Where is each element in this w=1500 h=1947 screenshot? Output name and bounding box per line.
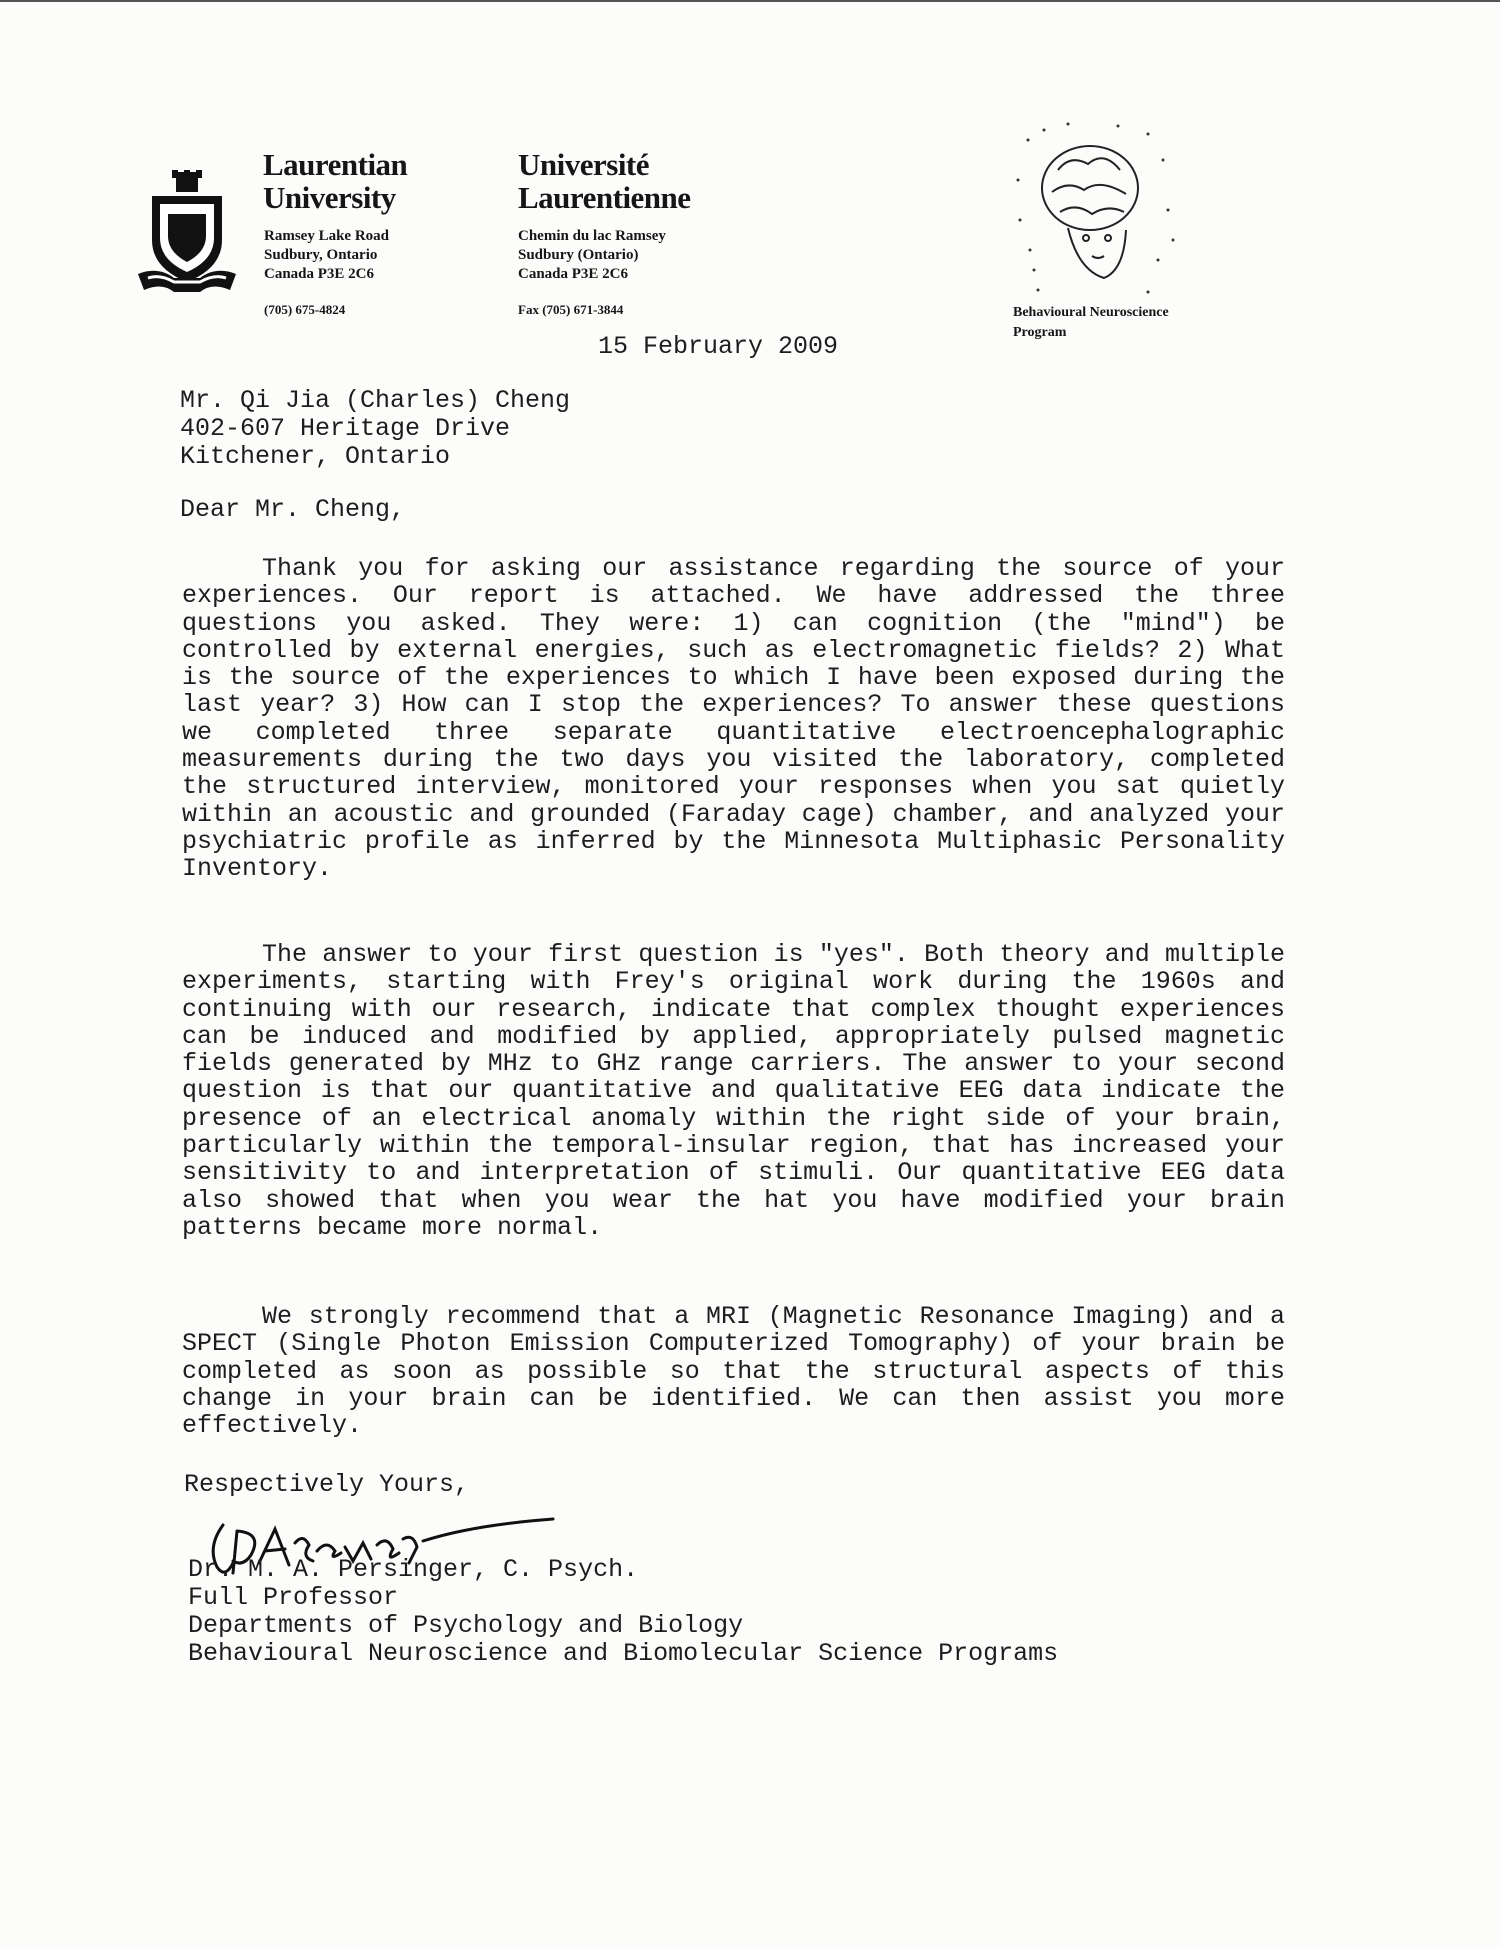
university-address-english: Ramsey Lake Road Sudbury, Ontario Canada P3E 2C6 <box>264 228 390 282</box>
top-edge-line <box>0 0 1500 2</box>
university-crest-icon <box>138 170 236 300</box>
signature-block: Dr. M. A. Persinger, C. Psych. Full Professor Departments of Psychology and Biology Behavioural Neuroscience and Biomolecular Science Programs <box>188 1555 1059 1668</box>
university-name-french: Université Laurentienne <box>518 147 691 215</box>
program-name: Behavioural Neuroscience Program <box>1013 305 1169 340</box>
university-name-english: Laurentian University <box>263 147 408 215</box>
body-paragraph: We strongly recommend that a MRI (Magnetic Resonance Imaging) and a SPECT (Single Photon Emission Computerized Tomography) of your brain be completed as soon as possible so that the structural aspects of this change in your brain can be identified. We can then assist you more effectively. <box>182 1302 1285 1441</box>
program-brain-logo-icon <box>1008 120 1183 305</box>
university-address-french: Chemin du lac Ramsey Sudbury (Ontario) Canada P3E 2C6 <box>518 228 666 282</box>
closing: Respectively Yours, <box>184 1470 470 1499</box>
fax-number: Fax (705) 671-3844 <box>518 302 624 317</box>
phone-number: (705) 675-4824 <box>264 302 346 317</box>
letter-date: 15 February 2009 <box>598 332 839 361</box>
body-paragraph: Thank you for asking our assistance regarding the source of your experiences. Our report is attached. We have addressed the three questions you asked. They were: 1) can cognition (the "mind") be controlled by external energies, such as electromagnetic fields? 2) What is the source of the experiences to which I have been exposed during the last year? 3) How can I stop the experiences? To answer these questions we completed three separate quantitative electroencephalographic measurements during the two days you visited the laboratory, completed the structured interview, monitored your responses when you sat quietly within an acoustic and grounded (Faraday cage) chamber, and analyzed your psychiatric profile as inferred by the Minnesota Multiphasic Personality Inventory. <box>182 554 1285 884</box>
salutation: Dear Mr. Cheng, <box>180 495 406 524</box>
body-paragraph: The answer to your first question is "yes". Both theory and multiple experiments, starting with Frey's original work during the 1960s and continuing with our research, indicate that complex thought experiences can be induced and modified by applied, appropriately pulsed magnetic fields generated by MHz to GHz range carriers. The answer to your second question is that our quantitative and qualitative EEG data indicate the presence of an electrical anomaly within the right side of your brain, particularly within the temporal-insular region, that has increased your sensitivity to and interpretation of stimuli. Our quantitative EEG data also showed that when you wear the hat you have modified your brain patterns became more normal. <box>182 940 1285 1242</box>
recipient-address: Mr. Qi Jia (Charles) Cheng 402-607 Heritage Drive Kitchener, Ontario <box>180 386 571 471</box>
